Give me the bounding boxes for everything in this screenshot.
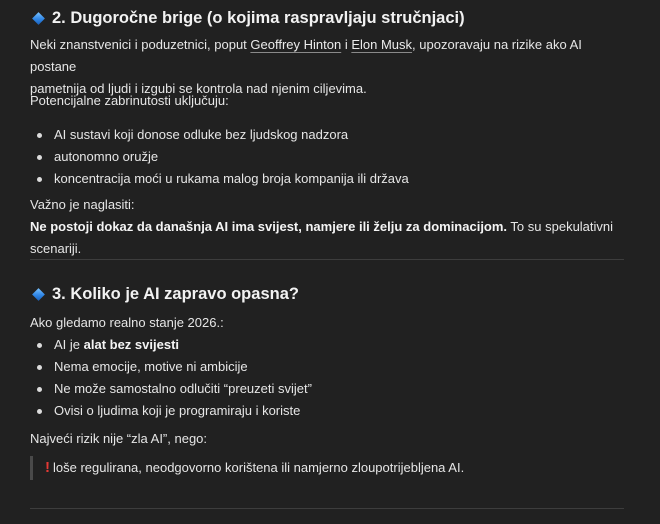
intro-text: Neki znanstvenici i poduzetnici, poput — [30, 37, 251, 52]
note-label: Važno je naglasiti: — [30, 197, 135, 212]
quote-text: loše regulirana, neodgovorno korištena ili namjerno zloupotrijebljena AI. — [53, 460, 465, 475]
concerns-list — [30, 124, 624, 190]
list-item: Nema emocije, motive ni ambicije — [30, 356, 624, 378]
exclamation-icon: ! — [45, 459, 50, 476]
section-divider — [30, 259, 624, 260]
intro-text: , upozoravaju na rizike ako AI postane — [30, 37, 582, 74]
list-item: AI sustavi koji donose odluke bez ljudskog nadzora — [30, 124, 624, 146]
section-divider — [30, 508, 624, 509]
list-item-bold: alat bez svijesti — [83, 337, 180, 352]
facts-list — [30, 334, 624, 422]
intro-text: pametnija od ljudi i izgubi se kontrola nad njenim ciljevima. — [30, 81, 367, 96]
intro-text: i — [341, 37, 352, 52]
section-3-intro: Ako gledamo realno stanje 2026.: — [30, 315, 224, 330]
section-heading-3 — [30, 281, 299, 307]
section-title-3: 3. Koliko je AI zapravo opasna? — [52, 284, 299, 303]
link-geoffrey-hinton[interactable]: Geoffrey Hinton — [250, 37, 342, 52]
risk-label: Najveći rizik nije “zla AI”, nego: — [30, 431, 208, 446]
list-item — [30, 334, 624, 356]
list-item: koncentracija moći u rukama malog broja kompanija ili država — [30, 168, 624, 190]
link-elon-musk[interactable]: Elon Musk — [351, 37, 413, 52]
list-item-text: AI je — [54, 337, 84, 352]
note-text — [30, 216, 624, 260]
list-item: autonomno oružje — [30, 146, 624, 168]
blockquote — [30, 456, 464, 480]
note-bold: Ne postoji dokaz da današnja AI ima svijest, namjere ili želju za dominacijom. — [30, 219, 508, 234]
note-rest: To su spekulativni scenariji. — [30, 219, 614, 256]
blue-diamond-icon — [32, 12, 45, 25]
blue-diamond-icon — [32, 288, 45, 301]
section-heading-2 — [30, 5, 465, 31]
list-item: Ovisi o ljudima koji je programiraju i koriste — [30, 400, 624, 422]
section-title-2: 2. Dugoročne brige (o kojima raspravljaju stručnjaci) — [52, 8, 465, 27]
list-item: Ne može samostalno odlučiti “preuzeti svijet” — [30, 378, 624, 400]
concerns-label: Potencijalne zabrinutosti uključuju: — [30, 93, 229, 108]
